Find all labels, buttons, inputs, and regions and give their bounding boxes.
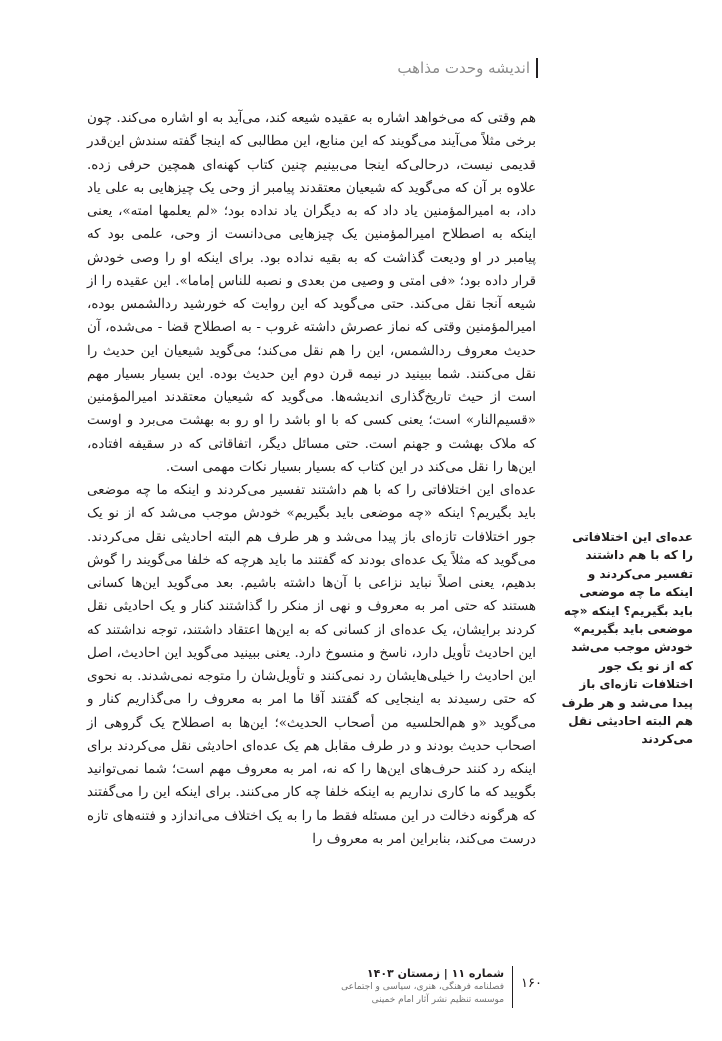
body-paragraph-2: عده‌ای این اختلافاتی را که با هم داشتند تفسیر می‌کردند و اینکه ما چه موضعی باید بگیریم؟ اینکه «چه موضعی باید بگیریم» خودش موجب می‌شد که از نو یک جور اختلافات تازه‌ای باز پیدا می‌شد و هر طرف هم البته احادیثی نقل می‌کردند. می‌گوید که مثلاً یک عده‌ای بودند که گفتند ما باید هرچه که خلفا می‌گویند را گوش بدهیم، یعنی اصلاً نباید نزاعی با آن‌ها داشته باشیم. بعد می‌گوید این‌ها کسانی هستند که حتی امر به معروف و نهی از منکر را گذاشتند کنار و یک احادیثی نقل کردند برایشان، یک عده‌ای از کسانی که به این‌ها اعتقاد داشتند، توجه نداشتند که این احادیث تأویل دارد، ناسخ و منسوخ دارد. یعنی ببینید می‌گوید این احادیث، اصل این احادیث را خیلی‌هایشان رد نمی‌کنند و تأویل‌شان را متوجه نمی‌شدند. به نحوی که حتی رسیدند به اینجایی که گفتند آقا ما امر به معروف را می‌گذاریم کنار و می‌گوید «و هم‌الحلسیه من أصحاب الحدیث»؛ این‌ها به اصطلاح یک گروهی از اصحاب حدیث بودند و در طرف مقابل هم یک عده‌ای احادیثی نقل می‌کردند برای اینکه رد کنند حرف‌های این‌ها را که نه، امر به معروف مهم است؛ شما نمی‌توانید بگویید که ما کاری نداریم به اینکه خلفا چه کار می‌کنند. برای اینکه این را می‌گفتند که هرگونه دخالت در این مسئله فقط ما را به یک اختلاف می‌اندازد و فتنه‌های تازه درست می‌کند، بنابراین امر به معروف را — [87, 483, 536, 847]
page-footer — [341, 966, 542, 1008]
running-header — [397, 58, 538, 78]
body-paragraph-1: هم وقتی که می‌خواهد اشاره به عقیده شیعه کند، می‌آید به او اشاره می‌کند. چون برخی مثلاً می‌آیند می‌گویند که این منابع، این مطالبی که اینجا گفته سندش این‌قدر قدیمی نیست، درحالی‌که اینجا می‌بینیم چنین کتاب کهنه‌ای همچین حرفی زده. علاوه بر آن که می‌گوید که شیعیان معتقدند پیامبر از وحی یک چیزهایی به علی یاد داد، به امیرالمؤمنین یاد داد که به دیگران یاد نداده بود؛ «لم یعلمها امته»، یعنی اینکه به اصطلاح امیرالمؤمنین یک چیزهایی می‌دانست از وحی، علمی بود که پیامبر در او ودیعت گذاشت که به بقیه نداده بود. برای اینکه او را وصی خودش قرار داده بود؛ «فی امتی و وصیی من بعدی و نصبه للناس إماما». این عقیده را از شیعه آنجا نقل می‌کند. حتی می‌گوید که این روایت که خورشید ردالشمس بوده، امیرالمؤمنین وقتی که نماز عصرش داشته غروب - به اصطلاح قضا - می‌شده، آن حدیث معروف ردالشمس، این را هم نقل می‌کند؛ می‌گوید شیعیان این حدیث را نقل می‌کنند. شما ببینید در نیمه قرن دوم این حدیث بوده. این بسیار بسیار مهم است از حیث تاریخ‌گذاری اندیشه‌ها. می‌گوید که شیعیان معتقدند امیرالمؤمنین «قسیم‌النار» است؛ یعنی کسی که با او باشد را او رو به بهشت می‌برد و اوست که ملاک بهشت و جهنم است. حتی مسائل دیگر، اتفاقاتی که در سقیفه افتاده، این‌ها را نقل می‌کند در این کتاب که بسیار بسیار نکات مهمی است. — [87, 111, 536, 475]
page-number: ۱۶۰ — [521, 976, 542, 991]
pull-quote: عده‌ای این اختلافاتی را که با هم داشتند تفسیر می‌کردند و اینکه ما چه موضعی باید بگیریم؟ اینکه «چه موضعی باید بگیریم» خودش موجب می‌شد که از نو یک جور اختلافات تازه‌ای باز پیدا می‌شد و هر طرف هم البته احادیثی نقل می‌کردند — [561, 530, 693, 747]
journal-description: فصلنامه فرهنگی، هنری، سیاسی و اجتماعی — [341, 982, 505, 992]
header-title: اندیشه وحدت مذاهب — [397, 59, 530, 77]
main-text-column — [87, 107, 536, 851]
header-bracket — [536, 58, 538, 78]
footer-divider — [512, 966, 513, 1008]
issue-label: شماره ۱۱ | زمستان ۱۴۰۳ — [366, 967, 505, 980]
footer-info — [341, 966, 504, 1007]
publisher-name: موسسه تنظیم نشر آثار امام خمینی — [371, 995, 505, 1005]
